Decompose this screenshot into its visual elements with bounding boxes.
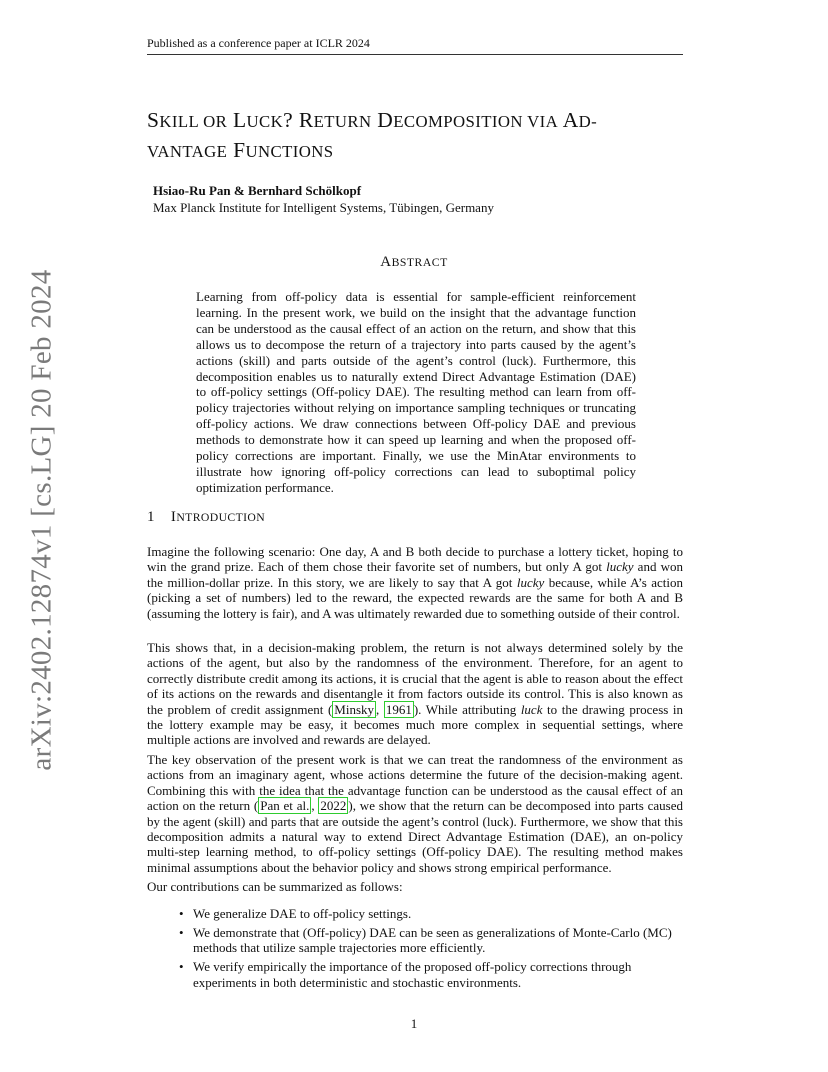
intro-paragraph-3: The key observation of the present work is that we can treat the randomness of the environment as actions from an imaginary agent, whose actions determine the future of the decision-making agent. Combining this with the idea that the advantage function can be understood as the causal effect of an action on the return ( Pan et al. , 2022 ), we show that the return can be decomposed into parts caused by the agent (skill) and parts that are outside the agent’s control (luck). Furthermore, we show that this decomposition admits a natural way to extend Direct Advantage Estimation (DAE), an on-policy multi-step learning method, to off-policy settings (Off-policy DAE). The resulting method makes minimal assumptions about the behavior policy and shows strong empirical performance. (147, 752, 684, 875)
section-number: 1 (147, 509, 155, 525)
arxiv-identifier[interactable]: arXiv:2402.12874v1 [cs.LG] 20 Feb 2024 (25, 269, 58, 771)
p2-text-c: to the drawing process in the lottery example may be easy, it becomes much more complex in sequential settings, where multiple actions are involved and rewards are delayed. (147, 701, 683, 748)
intro-paragraph-1: Imagine the following scenario: One day, A and B both decide to purchase a lottery ticket, hoping to win the grand prize. Each of them chose their favorite set of numbers, but only A got lucky and won the million-dollar prize. In this story, we are likely to say that A got lucky because, while A’s action (picking a set of numbers) led to the reward, the expected rewards are the same for both A and B (assuming the lottery is fair), and A was ultimately rewarded due to something outside of their control. (147, 544, 683, 621)
contributions-list (179, 906, 683, 994)
p2-text-b: ). While attributing (413, 701, 521, 717)
citation-minsky-link[interactable]: Minsky (334, 701, 375, 717)
citation-pan-year-link[interactable]: 2022 (320, 798, 347, 814)
paper-title: SKILL OR LUCK? RETURN DECOMPOSITION VIA AD- VANTAGE FUNCTIONS (147, 108, 598, 162)
authors: Hsiao-Ru Pan & Bernhard Schölkopf (153, 183, 362, 198)
p2-text-a: This shows that, in a decision-making problem, the return is not always determined solely by the actions of the agent, but also by the randomness of the environment. Therefore, for an agent to correctly distribute credit among its actions, it is crucial that the agent is able to reason about the effect of its actions on the rewards and disentangle it from factors outside its control. This is also known as the problem of credit assignment ( (147, 640, 683, 717)
intro-paragraph-2: This shows that, in a decision-making problem, the return is not always determined solely by the actions of the agent, but also by the randomness of the environment. Therefore, for an agent to correctly distribute credit among its actions, it is crucial that the agent is able to reason about the effect of its actions on the rewards and disentangle it from factors outside its control. This is also known as the problem of credit assignment ( Minsky , 1961 ). While attributing luck to the drawing process in the lottery example may be easy, it becomes much more complex in sequential settings, where multiple actions are involved and rewards are delayed. (147, 640, 683, 748)
list-item: • We generalize DAE to off-policy settings. (179, 906, 683, 921)
section-heading-introduction: 1 INTRODUCTION (147, 509, 266, 525)
p2-italic-luck: luck (520, 701, 543, 717)
intro-paragraph-4: Our contributions can be summarized as follows: (147, 879, 403, 894)
running-header: Published as a conference paper at ICLR 2024 (147, 36, 683, 55)
p3-text-b: ), we show that the return can be decomposed into parts caused by the agent (skill) and parts that are outside the agent’s control (luck). Furthermore, we show that this decomposition admits a natural way to extend Direct Advantage Estimation (DAE), an on-policy multi-step learning method, to off-policy settings (Off-policy DAE). The resulting method makes minimal assumptions about the behavior policy and shows strong empirical performance. (147, 798, 684, 875)
list-item: • We demonstrate that (Off-policy) DAE can be seen as generalizations of Monte-Carlo (MC) methods that utilize sample trajectories more efficiently. (179, 925, 683, 956)
affiliation: Max Planck Institute for Intelligent Systems, Tübingen, Germany (153, 200, 494, 215)
citation-pan-link[interactable]: Pan et al. (260, 798, 310, 814)
abstract-text: Learning from off-policy data is essential for sample-efficient reinforcement learning. In the present work, we build on the insight that the advantage function can be understood as the causal effect of an action on the return, and show that this allows us to decompose the return of a trajectory into parts caused by the agent’s actions (skill) and parts outside of the agent’s control (luck). Furthermore, this decomposition enables us to naturally extend Direct Advantage Estimation (DAE) to off-policy settings (Off-policy DAE). The resulting method can learn from off-policy trajectories without relying on importance sampling techniques or truncating off-policy actions. We draw connections between Off-policy DAE and previous methods to demonstrate how it can speed up learning and when the proposed off-policy corrections are important. Finally, we use the MinAtar environments to illustrate how ignoring off-policy corrections can lead to suboptimal policy optimization performance. (196, 289, 636, 495)
abstract-heading: ABSTRACT (380, 254, 448, 270)
page-number: 1 (410, 1016, 418, 1031)
citation-minsky-year-link[interactable]: 1961 (385, 701, 412, 717)
p3-text-a: The key observation of the present work is that we can treat the randomness of the environment as actions from an imaginary agent, whose actions determine the future of the decision-making agent. Combining this with the idea that the advantage function can be understood as the causal effect of an action on the return ( (147, 752, 683, 814)
list-item: • We verify empirically the importance of the proposed off-policy corrections through experiments in both deterministic and stochastic environments. (179, 959, 683, 990)
